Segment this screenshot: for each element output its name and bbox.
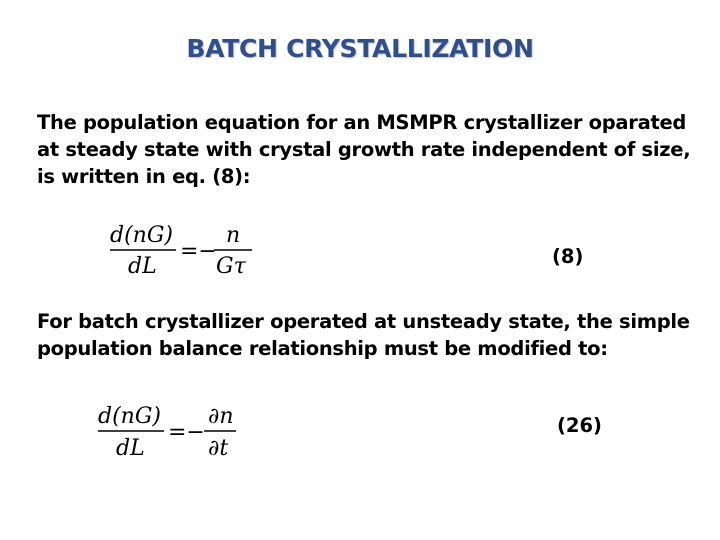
equation-26-numerator-left: d(nG) bbox=[98, 404, 161, 429]
equation-8-numerator-right: n bbox=[226, 223, 241, 248]
intro-paragraph: The population equation for an MSMPR crystallizer oparated at steady state with crystal growth rate independent of size, is written in eq. (8): bbox=[37, 111, 691, 188]
equation-26-denominator-right: ∂t bbox=[208, 436, 229, 461]
equation-8-label: (8) bbox=[552, 245, 584, 268]
equation-26 bbox=[96, 398, 256, 462]
equation-8-numerator-left: d(nG) bbox=[110, 223, 173, 248]
batch-paragraph: For batch crystallizer operated at unsteady state, the simple population balance relationship must be modified to: bbox=[37, 310, 690, 360]
equation-8-formula bbox=[108, 218, 278, 280]
equation-26-relation: =− bbox=[168, 420, 205, 445]
equation-26-label: (26) bbox=[557, 414, 602, 437]
equation-26-denominator-left: dL bbox=[116, 436, 145, 461]
equation-26-formula bbox=[96, 398, 256, 462]
equation-8 bbox=[108, 218, 278, 280]
equation-26-numerator-right: ∂n bbox=[208, 404, 234, 429]
equation-8-denominator-left: dL bbox=[128, 254, 157, 279]
equation-8-denominator-right: Gτ bbox=[216, 254, 246, 279]
equation-8-relation: =− bbox=[180, 239, 217, 264]
slide-title: BATCH CRYSTALLIZATION bbox=[186, 34, 534, 63]
